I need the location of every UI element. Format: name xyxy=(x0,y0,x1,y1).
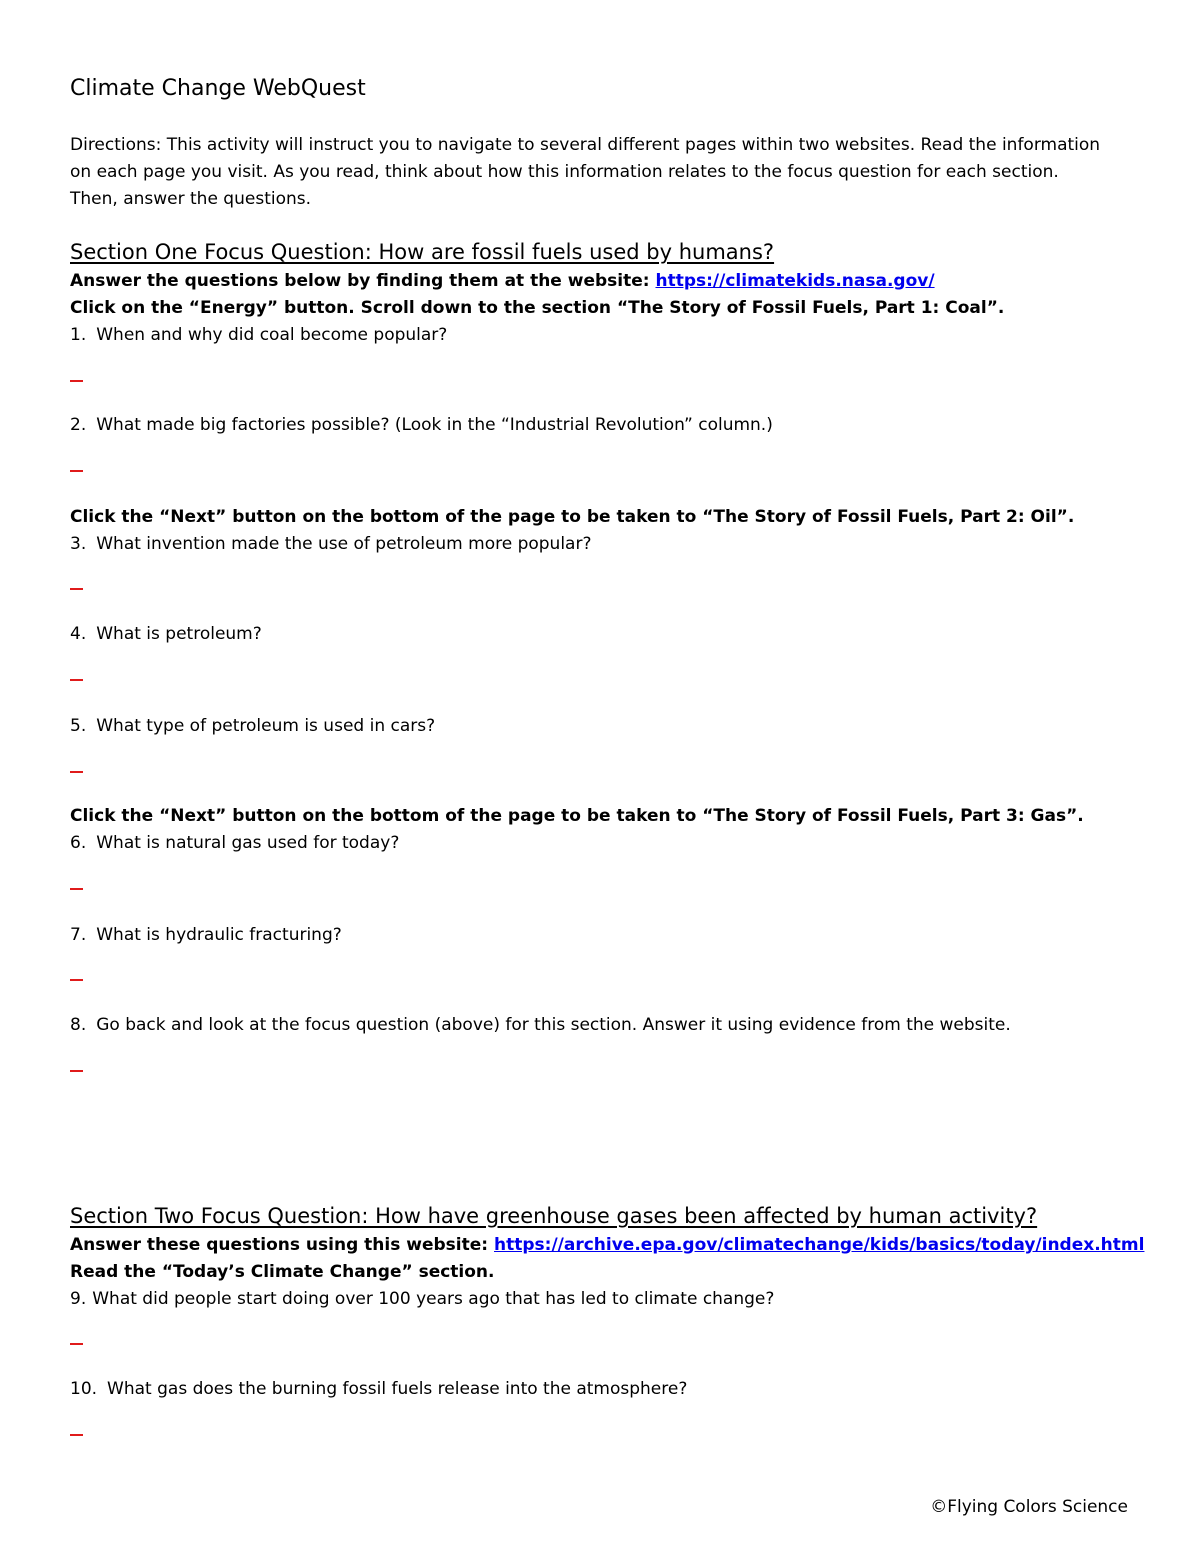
question-number: 1. xyxy=(70,325,87,345)
answer-field-1[interactable] xyxy=(70,380,83,382)
question-7 xyxy=(70,925,342,945)
question-number: 10. xyxy=(70,1379,98,1399)
page-title: Climate Change WebQuest xyxy=(70,76,366,101)
question-number: 3. xyxy=(70,534,87,554)
section-one-instruction-1: Click on the “Energy” button. Scroll down to the section “The Story of Fossil Fuels, Part 1: Coal”. xyxy=(70,298,1005,318)
question-text: What is petroleum? xyxy=(96,624,262,644)
section-one-instruction-3: Click the “Next” button on the bottom of the page to be taken to “The Story of Fossil Fuels, Part 3: Gas”. xyxy=(70,806,1084,826)
answer-field-10[interactable] xyxy=(70,1434,83,1436)
question-number: 2. xyxy=(70,415,87,435)
question-number: 5. xyxy=(70,716,87,736)
question-number: 6. xyxy=(70,833,87,853)
copyright-footer: ©Flying Colors Science xyxy=(930,1497,1128,1517)
section-two-instruction-1: Read the “Today’s Climate Change” section. xyxy=(70,1262,495,1282)
section-one-heading: Section One Focus Question: How are fossil fuels used by humans? xyxy=(70,240,775,264)
question-2 xyxy=(70,415,773,435)
section-two-source-line xyxy=(70,1235,1144,1255)
question-number: 9. xyxy=(70,1289,87,1309)
directions-line-2: on each page you visit. As you read, think about how this information relates to the focus question for each section. xyxy=(70,162,1059,182)
question-3 xyxy=(70,534,591,554)
section-one-instruction-2: Click the “Next” button on the bottom of the page to be taken to “The Story of Fossil Fuels, Part 2: Oil”. xyxy=(70,507,1075,527)
answer-field-8[interactable] xyxy=(70,1070,83,1072)
question-9 xyxy=(70,1289,774,1309)
question-number: 8. xyxy=(70,1015,87,1035)
answer-field-3[interactable] xyxy=(70,588,83,590)
answer-field-5[interactable] xyxy=(70,771,83,773)
question-text: Go back and look at the focus question (above) for this section. Answer it using evidence from the website. xyxy=(96,1015,1011,1035)
section-two-source-prefix: Answer these questions using this website: xyxy=(70,1235,494,1255)
question-5 xyxy=(70,716,435,736)
question-6 xyxy=(70,833,399,853)
question-text: What type of petroleum is used in cars? xyxy=(96,716,436,736)
question-text: What is hydraulic fracturing? xyxy=(96,925,342,945)
question-4 xyxy=(70,624,262,644)
answer-field-9[interactable] xyxy=(70,1343,83,1345)
question-text: What made big factories possible? (Look in the “Industrial Revolution” column.) xyxy=(96,415,773,435)
question-number: 4. xyxy=(70,624,87,644)
question-text: When and why did coal become popular? xyxy=(96,325,448,345)
section-one-source-line xyxy=(70,271,935,291)
section-one-source-prefix: Answer the questions below by finding them at the website: xyxy=(70,271,656,291)
question-text: What invention made the use of petroleum more popular? xyxy=(96,534,592,554)
section-two-heading: Section Two Focus Question: How have greenhouse gases been affected by human activity? xyxy=(70,1204,1038,1228)
question-text: What did people start doing over 100 years ago that has led to climate change? xyxy=(92,1289,775,1309)
climatekids-link[interactable]: https://climatekids.nasa.gov/ xyxy=(655,271,935,291)
answer-field-4[interactable] xyxy=(70,679,83,681)
question-text: What is natural gas used for today? xyxy=(96,833,400,853)
answer-field-7[interactable] xyxy=(70,979,83,981)
question-1 xyxy=(70,325,447,345)
question-8 xyxy=(70,1015,1011,1035)
question-number: 7. xyxy=(70,925,87,945)
epa-archive-link[interactable]: https://archive.epa.gov/climatechange/kids/basics/today/index.html xyxy=(494,1235,1145,1255)
directions-line-3: Then, answer the questions. xyxy=(70,189,312,209)
question-text: What gas does the burning fossil fuels release into the atmosphere? xyxy=(107,1379,688,1399)
directions-line-1: Directions: This activity will instruct you to navigate to several different pages within two websites. Read the information xyxy=(70,135,1101,155)
answer-field-6[interactable] xyxy=(70,888,83,890)
question-10 xyxy=(70,1379,687,1399)
answer-field-2[interactable] xyxy=(70,470,83,472)
